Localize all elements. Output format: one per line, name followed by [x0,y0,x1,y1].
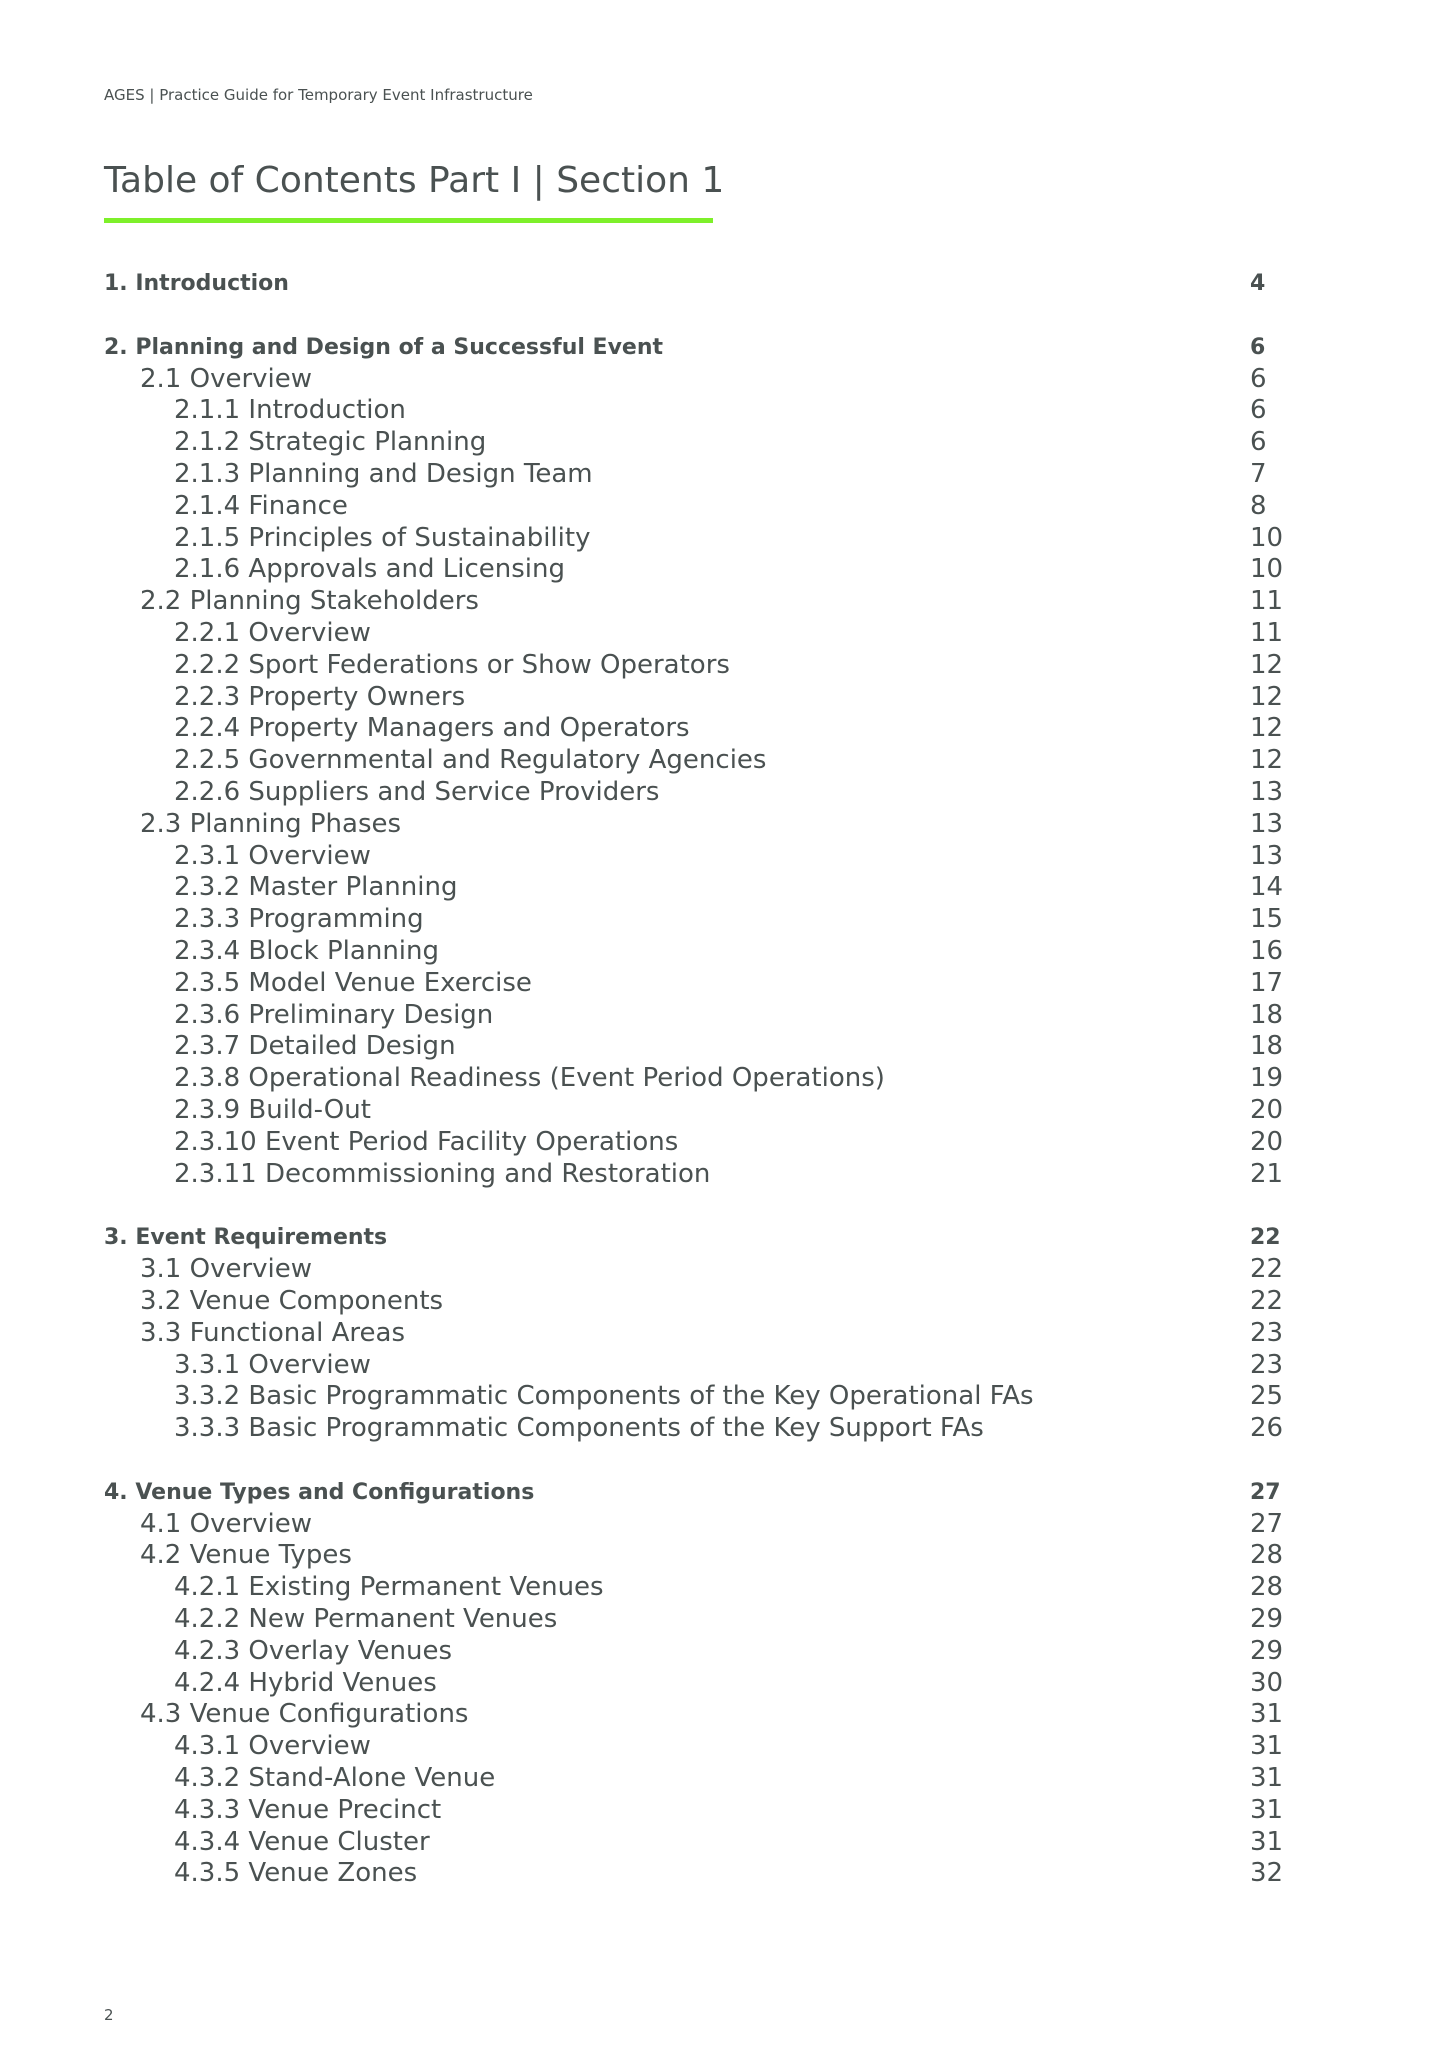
toc-entry-page: 12 [1250,649,1284,680]
toc-section [104,1477,1284,1890]
toc-entry-title: 4.2.3 Overlay Venues [174,1635,453,1666]
toc-entry-title: 2.1.6 Approvals and Licensing [174,554,566,585]
toc-entry-page: 31 [1250,1794,1284,1825]
toc-entry-title: 3.3.2 Basic Programmatic Components of the Key Operational FAs [174,1381,1034,1412]
toc-entry-page: 31 [1250,1763,1284,1794]
toc-entry-title: 2.3.11 Decommissioning and Restoration [174,1158,711,1189]
toc-entry-title: 2.1.1 Introduction [174,395,406,426]
toc-entry-page: 27 [1250,1508,1284,1539]
toc-subsection-entry[interactable] [104,650,1284,682]
toc-entry-title: 3.3 Functional Areas [140,1317,406,1348]
toc-entry-page: 31 [1250,1699,1284,1730]
toc-subsection-entry[interactable] [104,1636,1284,1668]
table-of-contents [104,268,1284,1922]
toc-entry-page: 12 [1250,681,1284,712]
toc-entry-title: 4.2.2 New Permanent Venues [174,1604,558,1635]
toc-subsection-entry[interactable] [104,1381,1284,1413]
toc-section-entry[interactable] [104,1509,1284,1541]
toc-section-entry[interactable] [104,1699,1284,1731]
toc-entry-page: 22 [1250,1285,1284,1316]
toc-entry-title: 4.3.5 Venue Zones [174,1858,418,1889]
toc-entry-title: 4.3 Venue Configurations [140,1699,469,1730]
toc-subsection-entry[interactable] [104,1668,1284,1700]
toc-entry-title: 2.1.5 Principles of Sustainability [174,522,591,553]
toc-subsection-entry[interactable] [104,1063,1284,1095]
toc-section-entry[interactable] [104,1318,1284,1350]
toc-entry-title: 2.3.6 Preliminary Design [174,999,494,1030]
toc-subsection-entry[interactable] [104,491,1284,523]
toc-entry-title: 4.3.1 Overview [174,1731,371,1762]
toc-entry-title: 2.3.2 Master Planning [174,872,458,903]
toc-section-entry[interactable] [104,586,1284,618]
toc-section [104,268,1284,300]
toc-entry-title: 2.3.7 Detailed Design [174,1031,456,1062]
toc-section-entry[interactable] [104,1540,1284,1572]
toc-subsection-entry[interactable] [104,841,1284,873]
toc-entry-page: 14 [1250,872,1284,903]
toc-entry-title: 3.3.1 Overview [174,1349,371,1380]
toc-entry-title: 2.1.2 Strategic Planning [174,427,487,458]
toc-subsection-entry[interactable] [104,1827,1284,1859]
toc-subsection-entry[interactable] [104,904,1284,936]
toc-entry-title: 4.3.2 Stand-Alone Venue [174,1763,496,1794]
running-header: AGES | Practice Guide for Temporary Event Infrastructure [104,86,533,104]
toc-entry-page: 6 [1250,427,1267,458]
toc-entry-page: 17 [1250,967,1284,998]
toc-entry-page: 10 [1250,522,1284,553]
toc-entry-page: 15 [1250,904,1284,935]
toc-subsection-entry[interactable] [104,523,1284,555]
toc-entry-page: 10 [1250,554,1284,585]
toc-chapter-entry[interactable] [104,268,1284,300]
toc-entry-page: 30 [1250,1667,1284,1698]
toc-entry-page: 12 [1250,745,1284,776]
toc-subsection-entry[interactable] [104,1795,1284,1827]
toc-section-entry[interactable] [104,364,1284,396]
toc-entry-page: 22 [1250,1254,1284,1285]
toc-subsection-entry[interactable] [104,1604,1284,1636]
toc-entry-page: 16 [1250,935,1284,966]
toc-subsection-entry[interactable] [104,936,1284,968]
toc-entry-title: 2.2.1 Overview [174,617,371,648]
toc-entry-title: 2.2.6 Suppliers and Service Providers [174,776,660,807]
toc-entry-page: 18 [1250,1031,1284,1062]
toc-subsection-entry[interactable] [104,1031,1284,1063]
toc-chapter-entry[interactable] [104,1222,1284,1254]
toc-entry-page: 20 [1250,1094,1284,1125]
toc-entry-title: 3.2 Venue Components [140,1285,444,1316]
toc-entry-title: 2.1.4 Finance [174,490,348,521]
toc-entry-page: 6 [1250,363,1267,394]
toc-entry-page: 13 [1250,776,1284,807]
toc-entry-title: 2. Planning and Design of a Successful Event [104,334,664,360]
toc-subsection-entry[interactable] [104,618,1284,650]
toc-subsection-entry[interactable] [104,1095,1284,1127]
page-title: Table of Contents Part I | Section 1 [104,160,725,201]
toc-subsection-entry[interactable] [104,1350,1284,1382]
toc-entry-page: 21 [1250,1158,1284,1189]
toc-entry-title: 2.3.9 Build-Out [174,1094,371,1125]
toc-entry-page: 4 [1250,271,1266,296]
toc-entry-title: 2.3 Planning Phases [140,808,402,839]
toc-subsection-entry[interactable] [104,777,1284,809]
toc-entry-title: 2.3.4 Block Planning [174,935,440,966]
toc-entry-title: 3.1 Overview [140,1254,313,1285]
toc-entry-page: 28 [1250,1540,1284,1571]
toc-entry-page: 19 [1250,1063,1284,1094]
toc-entry-title: 2.1 Overview [140,363,313,394]
toc-entry-title: 2.3.3 Programming [174,904,424,935]
toc-entry-title: 2.2 Planning Stakeholders [140,586,479,617]
toc-entry-page: 29 [1250,1604,1284,1635]
toc-subsection-entry[interactable] [104,1858,1284,1890]
toc-entry-title: 2.2.3 Property Owners [174,681,466,712]
toc-entry-page: 22 [1250,1225,1281,1251]
toc-subsection-entry[interactable] [104,1000,1284,1032]
title-underline [104,218,713,223]
toc-entry-title: 4.3.3 Venue Precinct [174,1794,442,1825]
toc-entry-title: 2.3.10 Event Period Facility Operations [174,1126,679,1157]
toc-entry-title: 4.1 Overview [140,1508,313,1539]
toc-entry-title: 2.2.5 Governmental and Regulatory Agencies [174,745,767,776]
toc-subsection-entry[interactable] [104,459,1284,491]
toc-subsection-entry[interactable] [104,1413,1284,1445]
toc-entry-page: 27 [1250,1479,1281,1505]
toc-section-entry[interactable] [104,1286,1284,1318]
toc-entry-title: 2.2.2 Sport Federations or Show Operators [174,649,730,680]
toc-entry-page: 12 [1250,713,1284,744]
toc-entry-title: 2.2.4 Property Managers and Operators [174,713,690,744]
toc-subsection-entry[interactable] [104,1127,1284,1159]
toc-entry-title: 4.2.4 Hybrid Venues [174,1667,437,1698]
toc-section-entry[interactable] [104,1254,1284,1286]
toc-section-entry[interactable] [104,809,1284,841]
toc-chapter-entry[interactable] [104,332,1284,364]
toc-entry-title: 2.3.5 Model Venue Exercise [174,967,532,998]
toc-subsection-entry[interactable] [104,872,1284,904]
toc-entry-title: 4.2 Venue Types [140,1540,352,1571]
toc-entry-page: 32 [1250,1858,1284,1889]
toc-entry-page: 13 [1250,840,1284,871]
toc-entry-page: 6 [1250,334,1266,360]
toc-subsection-entry[interactable] [104,968,1284,1000]
toc-entry-page: 11 [1250,586,1284,617]
toc-subsection-entry[interactable] [104,395,1284,427]
page-number: 2 [104,2006,114,2024]
toc-entry-title: 4.2.1 Existing Permanent Venues [174,1572,604,1603]
toc-entry-title: 4. Venue Types and Configurations [104,1479,535,1505]
toc-entry-title: 2.3.8 Operational Readiness (Event Period Operations) [174,1063,885,1094]
toc-entry-page: 20 [1250,1126,1284,1157]
toc-subsection-entry[interactable] [104,682,1284,714]
toc-entry-page: 11 [1250,617,1284,648]
toc-subsection-entry[interactable] [104,1159,1284,1191]
toc-subsection-entry[interactable] [104,554,1284,586]
toc-entry-page: 23 [1250,1349,1284,1380]
toc-subsection-entry[interactable] [104,1763,1284,1795]
toc-subsection-entry[interactable] [104,1731,1284,1763]
toc-entry-page: 6 [1250,395,1267,426]
toc-chapter-entry[interactable] [104,1477,1284,1509]
toc-section [104,1222,1284,1445]
toc-subsection-entry[interactable] [104,1572,1284,1604]
toc-entry-page: 13 [1250,808,1284,839]
toc-entry-page: 25 [1250,1381,1284,1412]
toc-section [104,332,1284,1191]
toc-subsection-entry[interactable] [104,745,1284,777]
toc-entry-title: 1. Introduction [104,271,289,296]
toc-entry-page: 28 [1250,1572,1284,1603]
toc-entry-title: 4.3.4 Venue Cluster [174,1826,430,1857]
toc-entry-page: 23 [1250,1317,1284,1348]
toc-subsection-entry[interactable] [104,713,1284,745]
toc-subsection-entry[interactable] [104,427,1284,459]
toc-entry-page: 26 [1250,1413,1284,1444]
toc-entry-page: 29 [1250,1635,1284,1666]
toc-entry-page: 7 [1250,458,1267,489]
toc-entry-page: 31 [1250,1826,1284,1857]
toc-entry-title: 2.1.3 Planning and Design Team [174,458,593,489]
toc-entry-page: 31 [1250,1731,1284,1762]
toc-entry-title: 3.3.3 Basic Programmatic Components of the Key Support FAs [174,1413,984,1444]
toc-entry-title: 3. Event Requirements [104,1225,388,1251]
toc-entry-page: 18 [1250,999,1284,1030]
toc-entry-page: 8 [1250,490,1267,521]
toc-entry-title: 2.3.1 Overview [174,840,371,871]
